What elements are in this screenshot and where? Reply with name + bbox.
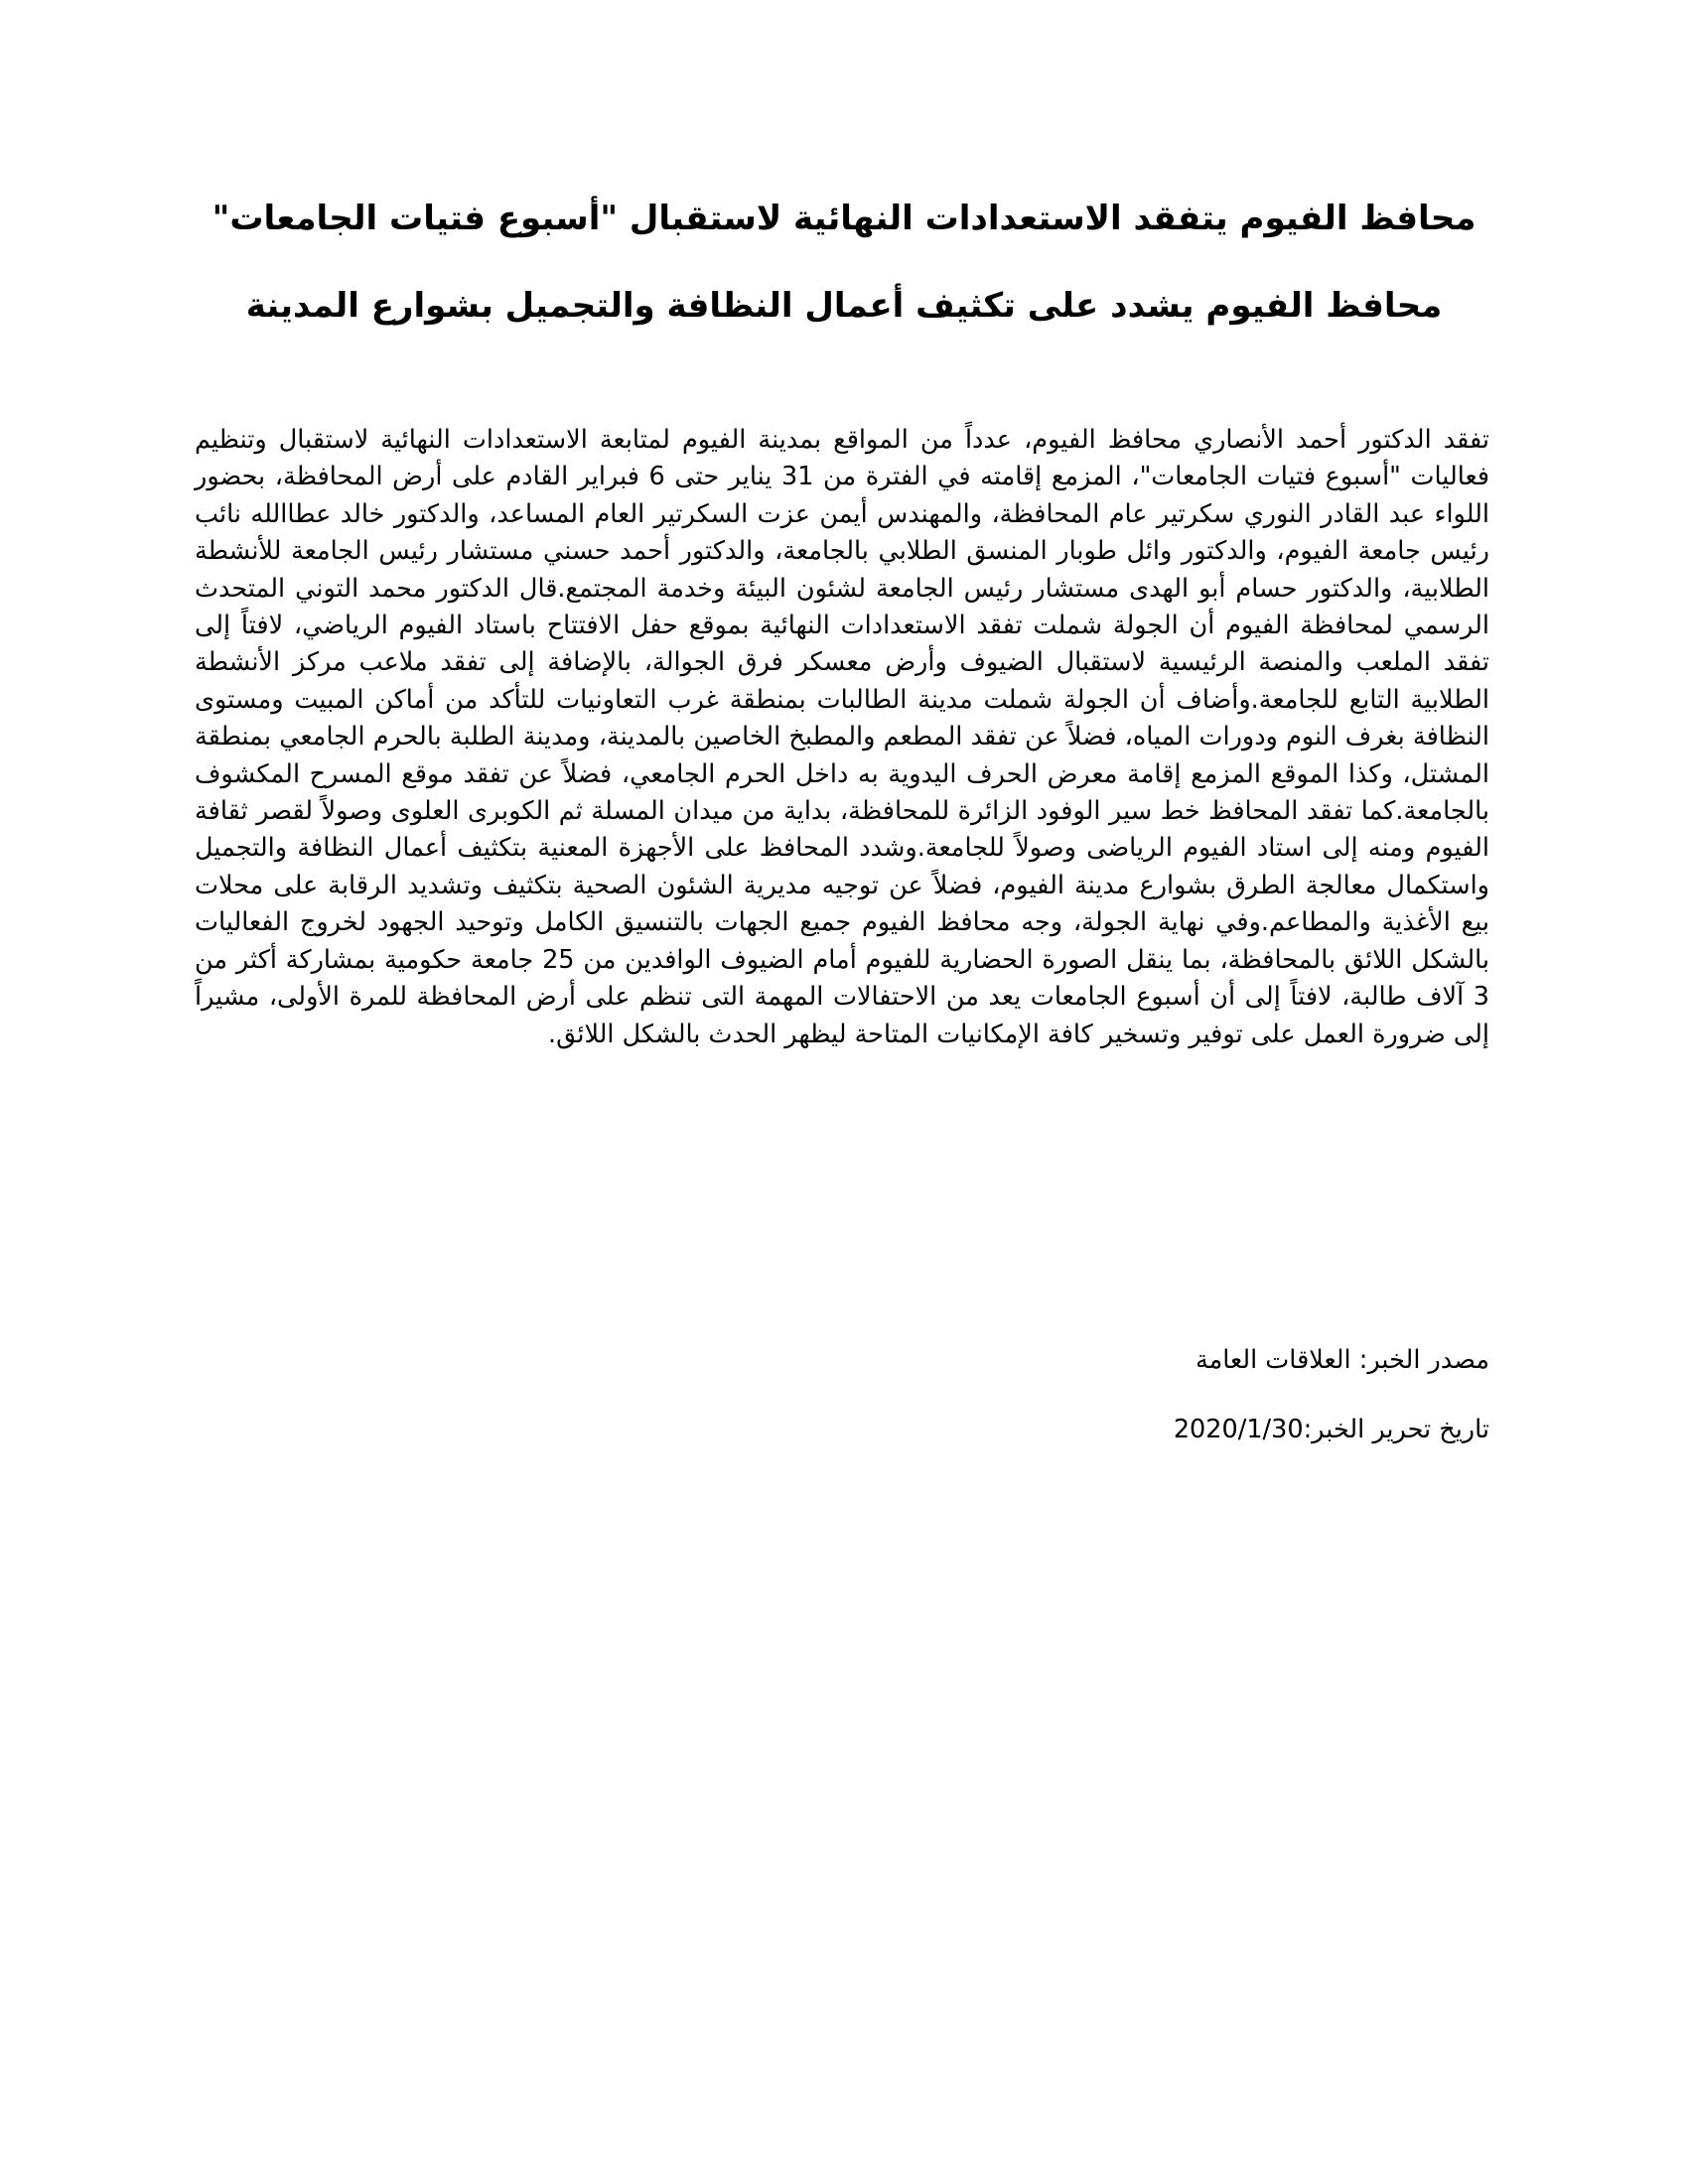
- article-body: تفقد الدكتور أحمد الأنصاري محافظ الفيوم، عدداً من المواقع بمدينة الفيوم لمتابعة الاستعدادات النهائية لاستقبال وتنظيم فعاليات "أسبوع فتيات الجامعات"، المزمع إقامته في الفترة من 31 يناير حتى 6 فبراير القادم على أرض المحافظة، بحضور اللواء عبد القادر النوري سكرتير عام المحافظة، والمهندس أيمن عزت السكرتير العام المساعد، والدكتور خالد عطاالله نائب رئيس جامعة الفيوم، والدكتور وائل طوبار المنسق الطلابي بالجامعة، والدكتور أحمد حسني مستشار رئيس الجامعة للأنشطة الطلابية، والدكتور حسام أبو الهدى مستشار رئيس الجامعة لشئون البيئة وخدمة المجتمع.قال الدكتور محمد التوني المتحدث الرسمي لمحافظة الفيوم أن الجولة شملت تفقد الاستعدادات النهائية بموقع حفل الافتتاح باستاد الفيوم الرياضي، لافتاً إلى تفقد الملعب والمنصة الرئيسية لاستقبال الضيوف وأرض معسكر فرق الجوالة، بالإضافة إلى تفقد ملاعب مركز الأنشطة الطلابية التابع للجامعة.وأضاف أن الجولة شملت مدينة الطالبات بمنطقة غرب التعاونيات للتأكد من أماكن المبيت ومستوى النظافة بغرف النوم ودورات المياه، فضلاً عن تفقد المطعم والمطبخ الخاصين بالمدينة، ومدينة الطلبة بالحرم الجامعي بمنطقة المشتل، وكذا الموقع المزمع إقامة معرض الحرف اليدوية به داخل الحرم الجامعي، فضلاً عن تفقد موقع المسرح المكشوف بالجامعة.كما تفقد المحافظ خط سير الوفود الزائرة للمحافظة، بداية من ميدان المسلة ثم الكوبرى العلوى وصولاً لقصر ثقافة الفيوم ومنه إلى استاد الفيوم الرياضى وصولاً للجامعة.وشدد المحافظ على الأجهزة المعنية بتكثيف أعمال النظافة والتجميل واستكمال معالجة الطرق بشوارع مدينة الفيوم، فضلاً عن توجيه مديرية الشئون الصحية بتكثيف وتشديد الرقابة على محلات بيع الأغذية والمطاعم.وفي نهاية الجولة، وجه محافظ الفيوم جميع الجهات بالتنسيق الكامل وتوحيد الجهود لخروج الفعاليات بالشكل اللائق بالمحافظة، بما ينقل الصورة الحضارية للفيوم أمام الضيوف الوافدين من 25 جامعة حكومية بمشاركة أكثر من 3 آلاف طالبة، لافتاً إلى أن أسبوع الجامعات يعد من الاحتفالات المهمة التى تنظم على أرض المحافظة للمرة الأولى، مشيراً إلى ضرورة العمل على توفير وتسخير كافة الإمكانيات المتاحة ليظهر الحدث بالشكل اللائق.: [195, 425, 1490, 1049]
- news-source-line: مصدر الخبر: العلاقات العامة: [1195, 1345, 1489, 1375]
- headline-block: [179, 189, 1509, 363]
- headline-sub: محافظ الفيوم يشدد على تكثيف أعمال النظافة والتجميل بشوارع المدينة: [245, 286, 1443, 326]
- news-date-line: تاريخ تحرير الخبر:2020/1/30: [1173, 1415, 1489, 1444]
- headline-main: محافظ الفيوم يتفقد الاستعدادات النهائية لاستقبال "أسبوع فتيات الجامعات": [211, 199, 1477, 238]
